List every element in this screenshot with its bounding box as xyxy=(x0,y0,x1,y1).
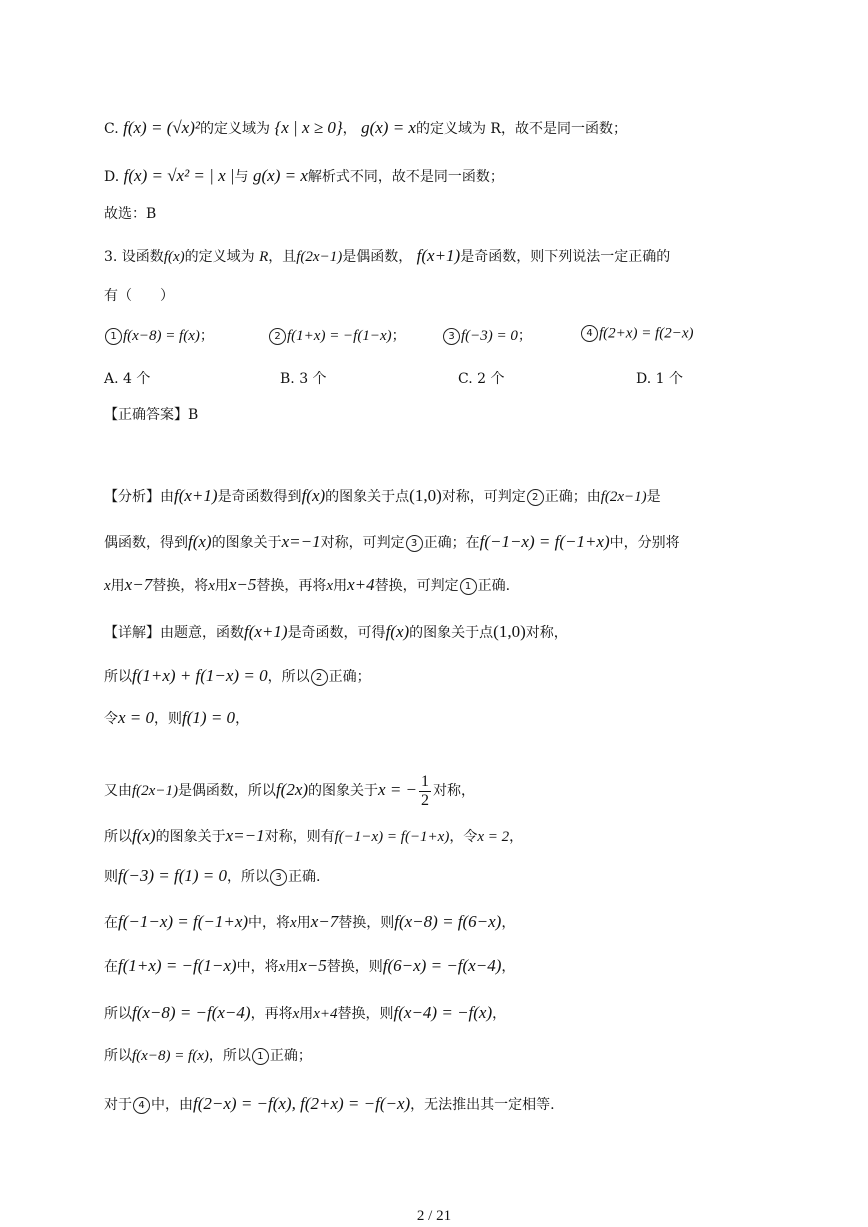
detail-line7: 在f(−1−x) = f(−1+x)中，将x用x−7替换，则f(x−8) = f(6−x)， xyxy=(104,912,516,931)
correct-answer: 【正确答案】B xyxy=(104,407,199,423)
circled-number: 3 xyxy=(443,328,460,345)
question-3-line2: 有（ ） xyxy=(104,288,174,304)
detail-line4: 又由f(2x−1)是偶函数，所以f(2x)的图象关于x = − $\frac{1}{2}$ 对称， xyxy=(104,772,476,809)
choice-a: A. 4 个 xyxy=(104,371,151,387)
analysis-line3: x用x−7替换，将x用x−5替换，再将x用x+4替换，可判定 1 正确. xyxy=(104,575,511,594)
circled-number: 1 xyxy=(105,328,122,345)
detail-line3: 令x = 0，则f(1) = 0， xyxy=(104,708,250,727)
question-3-line1: 3. 设函数f(x)的定义域为 R，且f(2x−1)是偶函数， f(x+1)是奇函数，则下列说法一定正确的 xyxy=(104,246,671,265)
page-number: 2 / 21 xyxy=(416,1208,452,1224)
statement-4: 4 f(2+x) = f(2−x) xyxy=(580,325,694,343)
circled-number: 1 xyxy=(252,1048,269,1065)
detail-line10: 所以f(x−8) = f(x)，所以 1 正确； xyxy=(104,1048,312,1064)
circled-number: 2 xyxy=(527,489,544,506)
choice-d: D. 1 个 xyxy=(636,371,683,387)
statement-2: 2 f(1+x) = −f(1−x)； xyxy=(268,325,406,345)
choice-c: C. 2 个 xyxy=(458,371,505,387)
circled-number: 4 xyxy=(133,1097,150,1114)
option-c-line: C. f(x) = (√x)²的定义域为 {x | x ≥ 0}， g(x) = x的定义域为 R，故不是同一函数； xyxy=(104,118,627,137)
circled-number: 1 xyxy=(460,578,477,595)
circled-number: 2 xyxy=(269,328,286,345)
previous-answer: 故选：B xyxy=(104,206,157,222)
option-d-line: D. f(x) = √x² = | x |与 g(x) = x解析式不同，故不是同一函数； xyxy=(104,166,504,185)
analysis-line2: 偶函数，得到f(x)的图象关于x=−1对称，可判定 3 正确；在f(−1−x) = f(−1+x)中，分别将 xyxy=(104,532,680,551)
detail-line9: 所以f(x−8) = −f(x−4)，再将x用x+4替换，则f(x−4) = −f(x)， xyxy=(104,1003,507,1022)
circled-number: 3 xyxy=(270,869,287,886)
detail-line6: 则f(−3) = f(1) = 0，所以 3 正确. xyxy=(104,866,321,885)
fraction: $\frac{1}{2}$ xyxy=(421,772,430,809)
detail-line1: 【详解】由题意，函数f(x+1)是奇函数，可得f(x)的图象关于点(1,0)对称， xyxy=(104,622,568,641)
detail-line2: 所以f(1+x) + f(1−x) = 0，所以 2 正确； xyxy=(104,666,371,685)
detail-line8: 在f(1+x) = −f(1−x)中，将x用x−5替换，则f(6−x) = −f(x−4)， xyxy=(104,956,516,975)
analysis-line1: 【分析】由f(x+1)是奇函数得到f(x)的图象关于点(1,0)对称，可判定 2 正确；由f(2x−1)是 xyxy=(104,486,661,505)
circled-number: 3 xyxy=(406,535,423,552)
statement-3: 3 f(−3) = 0； xyxy=(442,325,532,345)
detail-line5: 所以f(x)的图象关于x=−1对称，则有f(−1−x) = f(−1+x)，令x = 2， xyxy=(104,826,524,845)
detail-line11: 对于 4 中，由f(2−x) = −f(x), f(2+x) = −f(−x)，无法推出其一定相等. xyxy=(104,1094,555,1113)
statement-1: 1 f(x−8) = f(x)； xyxy=(104,325,214,345)
circled-number: 2 xyxy=(311,669,328,686)
choice-b: B. 3 个 xyxy=(280,371,327,387)
circled-number: 4 xyxy=(581,325,598,342)
